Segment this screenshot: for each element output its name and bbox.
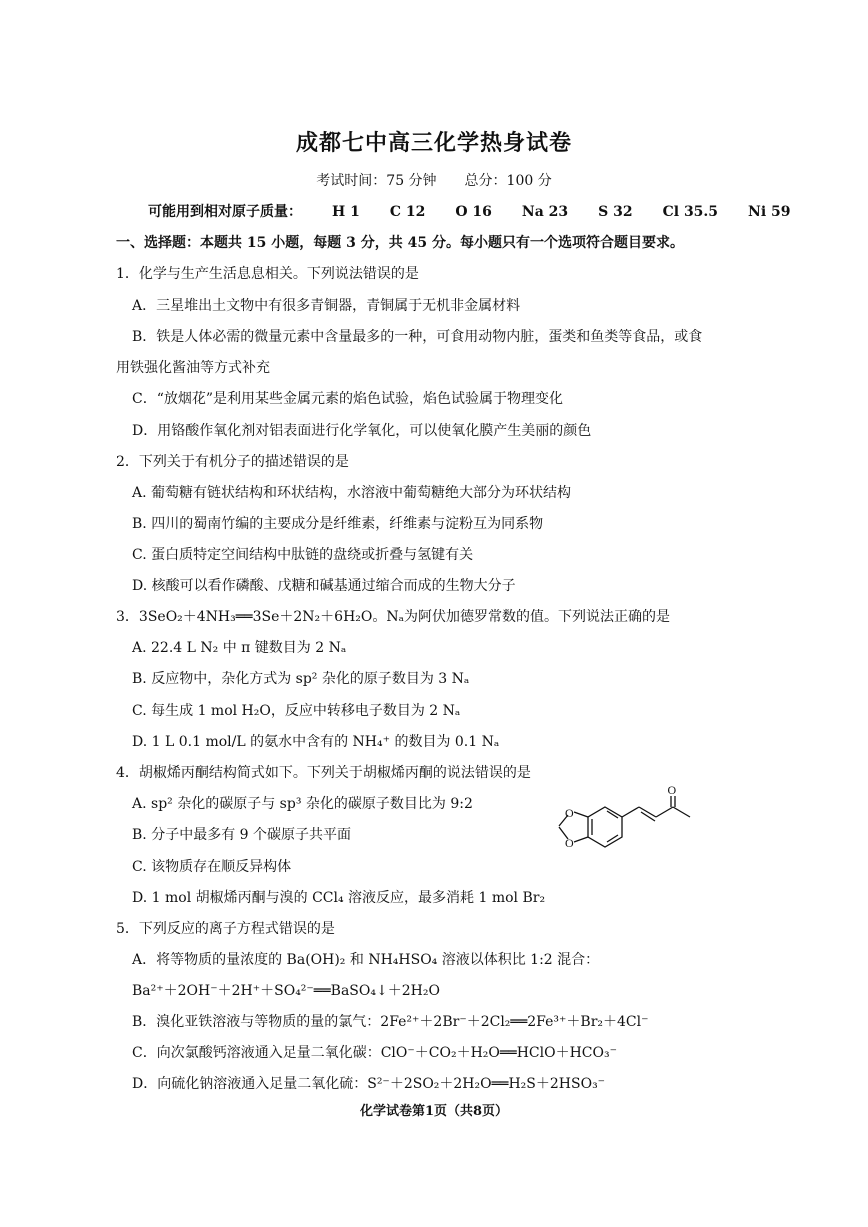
question-2-option-a: A. 葡萄糖有链状结构和环状结构，水溶液中葡萄糖绝大部分为环状结构 (132, 485, 572, 501)
question-2-option-c: C. 蛋白质特定空间结构中肽链的盘绕或折叠与氢键有关 (132, 547, 474, 563)
section-header: 一、选择题：本题共 15 小题，每题 3 分，共 45 分。每小题只有一个选项符合题目要求。 (116, 235, 684, 251)
question-2-option-d: D. 核酸可以看作磷酸、戊糖和碱基通过缩合而成的生物大分子 (132, 578, 516, 594)
question-5-option-a-equation: Ba²⁺＋2OH⁻＋2H⁺＋SO₄²⁻══BaSO₄↓＋2H₂O (132, 983, 440, 999)
question-1-option-d: D．用铬酸作氧化剂对铝表面进行化学氧化，可以使氧化膜产生美丽的颜色 (132, 423, 592, 439)
question-4-stem: 4．胡椒烯丙酮结构简式如下。下列关于胡椒烯丙酮的说法错误的是 (116, 765, 531, 781)
question-5-option-c: C．向次氯酸钙溶液通入足量二氧化碳：ClO⁻＋CO₂＋H₂O══HClO＋HCO₃⁻ (132, 1045, 618, 1061)
mass-h: H 1 (332, 204, 360, 220)
question-1-stem: 1．化学与生产生活息息相关。下列说法错误的是 (116, 266, 419, 282)
bond-chain-4 (673, 807, 690, 817)
question-2-option-b: B. 四川的蜀南竹编的主要成分是纤维素，纤维素与淀粉互为同系物 (132, 516, 544, 532)
bond-chain-3 (656, 807, 673, 817)
mass-cl: Cl 35.5 (662, 204, 719, 220)
question-4-option-b: B. 分子中最多有 9 个碳原子共平面 (132, 827, 351, 843)
question-1-option-b: B．铁是人体必需的微量元素中含量最多的一种，可食用动物内脏，蛋类和鱼类等食品，或食 (132, 329, 703, 345)
question-3-option-b: B. 反应物中，杂化方式为 sp² 杂化的原子数目为 3 Nₐ (132, 671, 470, 687)
atomic-masses-label: 可能用到相对原子质量： (148, 204, 302, 220)
bond-o1 (574, 812, 588, 817)
question-3-option-a: A. 22.4 L N₂ 中 π 键数目为 2 Nₐ (132, 640, 347, 656)
question-3-stem: 3．3SeO₂＋4NH₃══3Se＋2N₂＋6H₂O。Nₐ为阿伏加德罗常数的值。下列说法正确的是 (116, 609, 671, 625)
dioxole-oxygen-label-2: O (565, 836, 574, 850)
question-5-option-d: D．向硫化钠溶液通入足量二氧化硫：S²⁻＋2SO₂＋2H₂O══H₂S＋2HSO₃⁻ (132, 1076, 606, 1092)
bond-o2 (574, 837, 588, 842)
question-4-option-c: C. 该物质存在顺反异构体 (132, 859, 292, 875)
exam-title: 成都七中高三化学热身试卷 (295, 130, 572, 156)
question-1-option-a: A．三星堆出土文物中有很多青铜器，青铜属于无机非金属材料 (132, 298, 521, 314)
piperonyl-acetone-structure (545, 786, 705, 866)
question-5-stem: 5．下列反应的离子方程式错误的是 (116, 921, 335, 937)
mass-na: Na 23 (521, 204, 569, 220)
dioxole-oxygen-label-1: O (565, 806, 574, 820)
question-3-option-d: D. 1 L 0.1 mol/L 的氨水中含有的 NH₄⁺ 的数目为 0.1 Nₐ (132, 734, 500, 750)
total-score: 总分：100 分 (464, 173, 552, 189)
question-1-option-c: C．“放烟花”是利用某些金属元素的焰色试验，焰色试验属于物理变化 (132, 391, 564, 407)
question-4-option-a: A. sp² 杂化的碳原子与 sp³ 杂化的碳原子数目比为 9:2 (132, 796, 473, 812)
benzene-ring (588, 807, 622, 847)
exam-time: 考试时间：75 分钟 (316, 173, 437, 189)
mass-ni: Ni 59 (748, 204, 791, 220)
bond-chain-1 (622, 807, 639, 817)
atomic-masses (148, 201, 791, 221)
question-1-option-b-cont: 用铁强化酱油等方式补充 (116, 360, 270, 376)
mass-s: S 32 (598, 204, 633, 220)
carbonyl-oxygen-label: O (667, 786, 677, 797)
mass-c: C 12 (389, 204, 426, 220)
question-5-option-a: A．将等物质的量浓度的 Ba(OH)₂ 和 NH₄HSO₄ 溶液以体积比 1:2 混合： (132, 952, 600, 968)
question-5-option-b: B．溴化亚铁溶液与等物质的量的氯气：2Fe²⁺＋2Br⁻＋2Cl₂══2Fe³⁺＋Br₂＋4Cl⁻ (132, 1014, 649, 1030)
question-4-option-d: D. 1 mol 胡椒烯丙酮与溴的 CCl₄ 溶液反应，最多消耗 1 mol Br₂ (132, 890, 546, 906)
mass-o: O 16 (455, 204, 492, 220)
question-2-stem: 2．下列关于有机分子的描述错误的是 (116, 454, 349, 470)
exam-info (0, 170, 868, 190)
question-3-option-c: C. 每生成 1 mol H₂O，反应中转移电子数目为 2 Nₐ (132, 703, 461, 719)
bond-chain-2-double (641, 812, 655, 821)
page-footer: 化学试卷第1页（共8页） (359, 1104, 509, 1119)
